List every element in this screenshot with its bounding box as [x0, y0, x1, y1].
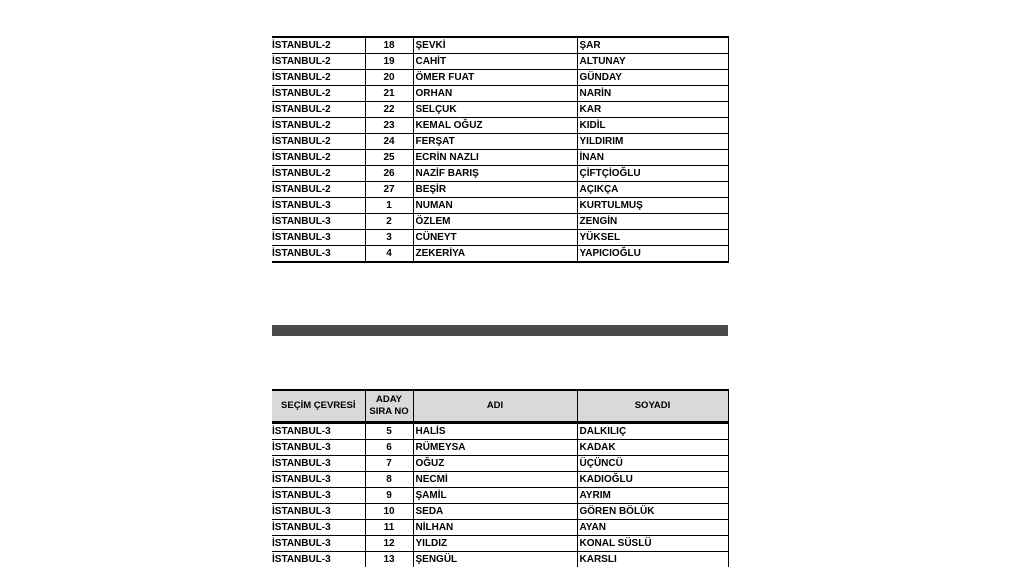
table-row: [272, 37, 728, 54]
cell-name: ORHAN: [413, 86, 577, 102]
table-row: [272, 440, 728, 456]
cell-surname: YAPICIOĞLU: [577, 246, 728, 263]
cell-name: SEDA: [413, 504, 577, 520]
cell-surname: KIDİL: [577, 118, 728, 134]
cell-name: ÖMER FUAT: [413, 70, 577, 86]
cell-surname: AYAN: [577, 520, 728, 536]
cell-district: İSTANBUL-2: [272, 134, 365, 150]
cell-district: İSTANBUL-3: [272, 472, 365, 488]
cell-surname: NARİN: [577, 86, 728, 102]
cell-name: NİLHAN: [413, 520, 577, 536]
cell-name: HALİS: [413, 423, 577, 440]
table-row: [272, 504, 728, 520]
cell-surname: GÖREN BÖLÜK: [577, 504, 728, 520]
cell-district: İSTANBUL-2: [272, 37, 365, 54]
cell-district: İSTANBUL-2: [272, 166, 365, 182]
candidate-table-top: [272, 36, 729, 263]
table-row: [272, 182, 728, 198]
cell-name: NAZİF BARIŞ: [413, 166, 577, 182]
table-row: [272, 150, 728, 166]
cell-name: ŞEVKİ: [413, 37, 577, 54]
cell-candidate-no: 3: [365, 230, 413, 246]
cell-name: SELÇUK: [413, 102, 577, 118]
cell-name: FERŞAT: [413, 134, 577, 150]
table-row: [272, 86, 728, 102]
cell-surname: KADAK: [577, 440, 728, 456]
cell-candidate-no: 5: [365, 423, 413, 440]
cell-surname: ÇİFTÇİOĞLU: [577, 166, 728, 182]
cell-surname: KAR: [577, 102, 728, 118]
cell-district: İSTANBUL-3: [272, 552, 365, 568]
table-row: [272, 118, 728, 134]
table-row: [272, 166, 728, 182]
cell-district: İSTANBUL-3: [272, 520, 365, 536]
cell-district: İSTANBUL-2: [272, 102, 365, 118]
cell-district: İSTANBUL-3: [272, 246, 365, 263]
cell-candidate-no: 8: [365, 472, 413, 488]
page-break-bar: [272, 325, 728, 336]
table-row: [272, 536, 728, 552]
table-row: [272, 198, 728, 214]
cell-candidate-no: 10: [365, 504, 413, 520]
cell-name: BEŞİR: [413, 182, 577, 198]
cell-candidate-no: 6: [365, 440, 413, 456]
cell-district: İSTANBUL-3: [272, 198, 365, 214]
cell-candidate-no: 22: [365, 102, 413, 118]
table-row: [272, 134, 728, 150]
cell-candidate-no: 20: [365, 70, 413, 86]
table-row: [272, 54, 728, 70]
cell-surname: KURTULMUŞ: [577, 198, 728, 214]
cell-candidate-no: 12: [365, 536, 413, 552]
table-row: [272, 488, 728, 504]
cell-district: İSTANBUL-2: [272, 182, 365, 198]
cell-surname: DALKILIÇ: [577, 423, 728, 440]
cell-name: RÜMEYSA: [413, 440, 577, 456]
header-candidate-no-line1: ADAY: [375, 394, 403, 405]
header-district: SEÇİM ÇEVRESİ: [272, 390, 365, 423]
cell-surname: GÜNDAY: [577, 70, 728, 86]
header-surname: SOYADI: [577, 390, 728, 423]
cell-district: İSTANBUL-3: [272, 504, 365, 520]
cell-district: İSTANBUL-3: [272, 456, 365, 472]
cell-candidate-no: 11: [365, 520, 413, 536]
cell-candidate-no: 19: [365, 54, 413, 70]
cell-district: İSTANBUL-3: [272, 488, 365, 504]
table-row: [272, 552, 728, 568]
header-candidate-no: [365, 390, 413, 423]
cell-candidate-no: 18: [365, 37, 413, 54]
cell-district: İSTANBUL-3: [272, 440, 365, 456]
cell-surname: ÜÇÜNCÜ: [577, 456, 728, 472]
table-row: [272, 230, 728, 246]
cell-candidate-no: 1: [365, 198, 413, 214]
header-name: ADI: [413, 390, 577, 423]
cell-candidate-no: 24: [365, 134, 413, 150]
cell-name: NUMAN: [413, 198, 577, 214]
cell-name: ÖZLEM: [413, 214, 577, 230]
cell-district: İSTANBUL-2: [272, 150, 365, 166]
cell-candidate-no: 2: [365, 214, 413, 230]
table-row: [272, 472, 728, 488]
table-row: [272, 246, 728, 263]
cell-surname: AÇIKÇA: [577, 182, 728, 198]
cell-candidate-no: 23: [365, 118, 413, 134]
cell-district: İSTANBUL-2: [272, 118, 365, 134]
cell-district: İSTANBUL-3: [272, 230, 365, 246]
cell-name: OĞUZ: [413, 456, 577, 472]
table-row: [272, 423, 728, 440]
cell-surname: KADIOĞLU: [577, 472, 728, 488]
cell-name: ECRİN NAZLI: [413, 150, 577, 166]
cell-candidate-no: 13: [365, 552, 413, 568]
candidate-table-bottom: [272, 389, 729, 567]
cell-candidate-no: 27: [365, 182, 413, 198]
cell-name: YILDIZ: [413, 536, 577, 552]
cell-name: CAHİT: [413, 54, 577, 70]
cell-district: İSTANBUL-3: [272, 536, 365, 552]
cell-name: KEMAL OĞUZ: [413, 118, 577, 134]
table-row: [272, 520, 728, 536]
cell-name: ŞAMİL: [413, 488, 577, 504]
cell-name: NECMİ: [413, 472, 577, 488]
table-row: [272, 456, 728, 472]
cell-district: İSTANBUL-2: [272, 70, 365, 86]
cell-surname: YÜKSEL: [577, 230, 728, 246]
cell-surname: YILDIRIM: [577, 134, 728, 150]
cell-candidate-no: 4: [365, 246, 413, 263]
cell-candidate-no: 25: [365, 150, 413, 166]
cell-candidate-no: 9: [365, 488, 413, 504]
cell-surname: KARSLI: [577, 552, 728, 568]
cell-district: İSTANBUL-2: [272, 54, 365, 70]
cell-surname: ZENGİN: [577, 214, 728, 230]
table-header-row: [272, 390, 728, 423]
cell-name: ŞENGÜL: [413, 552, 577, 568]
cell-district: İSTANBUL-3: [272, 423, 365, 440]
cell-surname: ALTUNAY: [577, 54, 728, 70]
cell-surname: ŞAR: [577, 37, 728, 54]
header-candidate-no-line2: SIRA NO: [369, 406, 409, 417]
table-row: [272, 102, 728, 118]
table-row: [272, 214, 728, 230]
cell-district: İSTANBUL-3: [272, 214, 365, 230]
table-row: [272, 70, 728, 86]
cell-surname: AYRIM: [577, 488, 728, 504]
cell-candidate-no: 21: [365, 86, 413, 102]
cell-name: CÜNEYT: [413, 230, 577, 246]
cell-surname: KONAL SÜSLÜ: [577, 536, 728, 552]
cell-candidate-no: 7: [365, 456, 413, 472]
cell-name: ZEKERİYA: [413, 246, 577, 263]
cell-surname: İNAN: [577, 150, 728, 166]
cell-district: İSTANBUL-2: [272, 86, 365, 102]
cell-candidate-no: 26: [365, 166, 413, 182]
